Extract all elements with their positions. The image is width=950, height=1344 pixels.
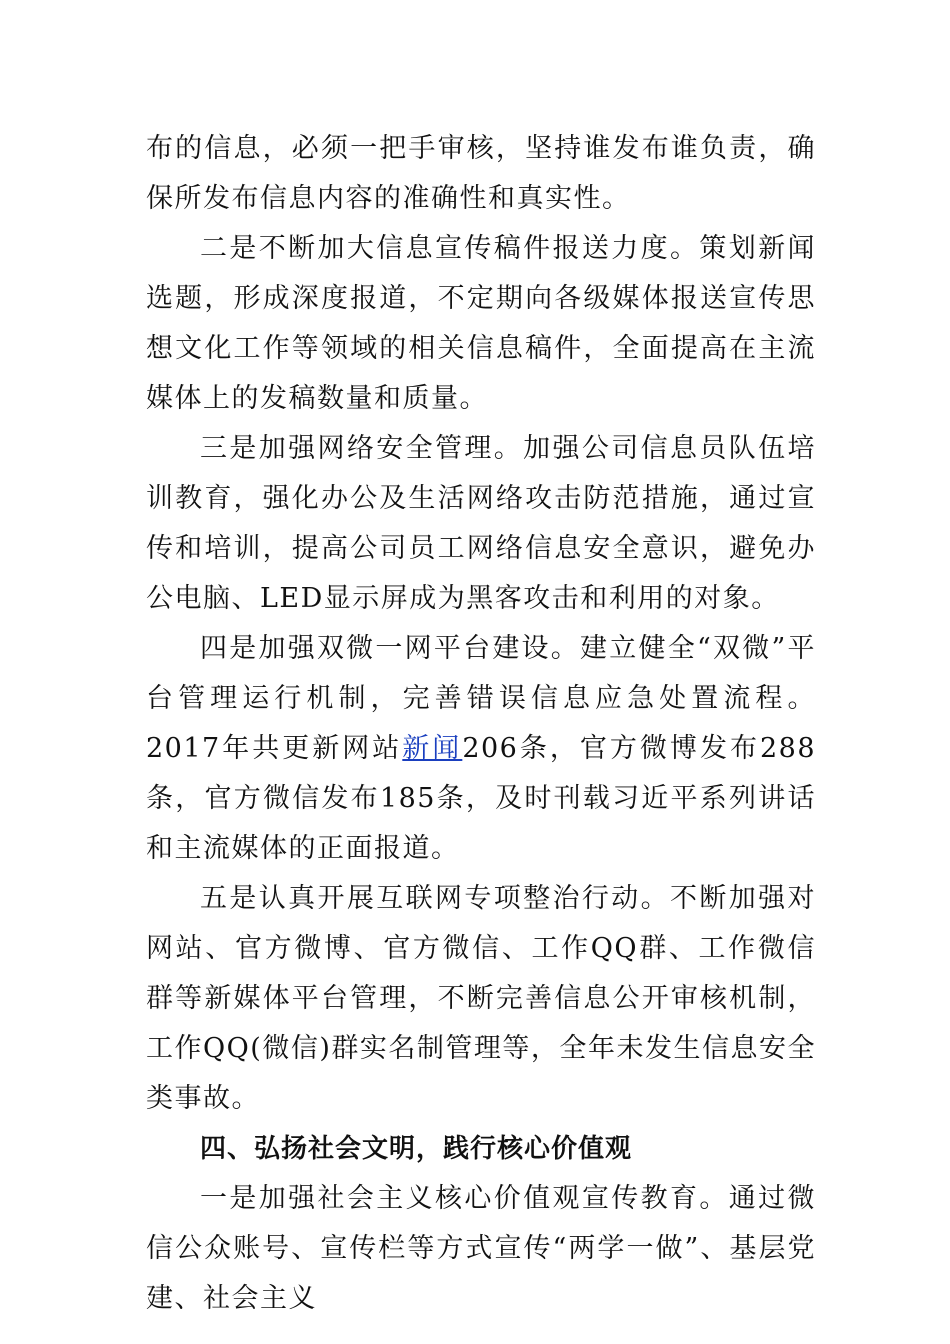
paragraph-network-security: 三是加强网络安全管理。加强公司信息员队伍培训教育，强化办公及生活网络攻击防范措施，通过宣传和培训，提高公司员工网络信息安全意识，避免办公电脑、LED显示屏成为黑客攻击和利用的对象。	[146, 433, 816, 614]
paragraph-text-before-link: 四是加强双微一网平台建设。建立健全“双微”平台管理运行机制，完善错误信息应急处置流程。2017年共更新网站	[146, 633, 816, 764]
paragraph-text-after-link: 206条，官方微博发布288条，官方微信发布185条，及时刊载习近平系列讲话和主流媒体的正面报道。	[146, 733, 816, 864]
paragraph-continued: 布的信息，必须一把手审核，坚持谁发布谁负责，确保所发布信息内容的准确性和真实性。	[146, 133, 816, 214]
paragraph-platform-construction	[146, 624, 816, 874]
paragraph-core-values: 一是加强社会主义核心价值观宣传教育。通过微信公众账号、宣传栏等方式宣传“两学一做”、基层党建、社会主义	[146, 1183, 816, 1314]
paragraph-news-submission: 二是不断加大信息宣传稿件报送力度。策划新闻选题，形成深度报道，不定期向各级媒体报送宣传思想文化工作等领域的相关信息稿件，全面提高在主流媒体上的发稿数量和质量。	[146, 233, 816, 414]
paragraph-internet-rectification: 五是认真开展互联网专项整治行动。不断加强对网站、官方微博、官方微信、工作QQ群、工作微信群等新媒体平台管理，不断完善信息公开审核机制，工作QQ(微信)群实名制管理等，全年未发生信息安全类事故。	[146, 883, 816, 1114]
news-link[interactable]: 新闻	[402, 733, 463, 764]
document-body	[146, 124, 816, 1324]
section-heading: 四、弘扬社会文明，践行核心价值观	[200, 1134, 633, 1164]
